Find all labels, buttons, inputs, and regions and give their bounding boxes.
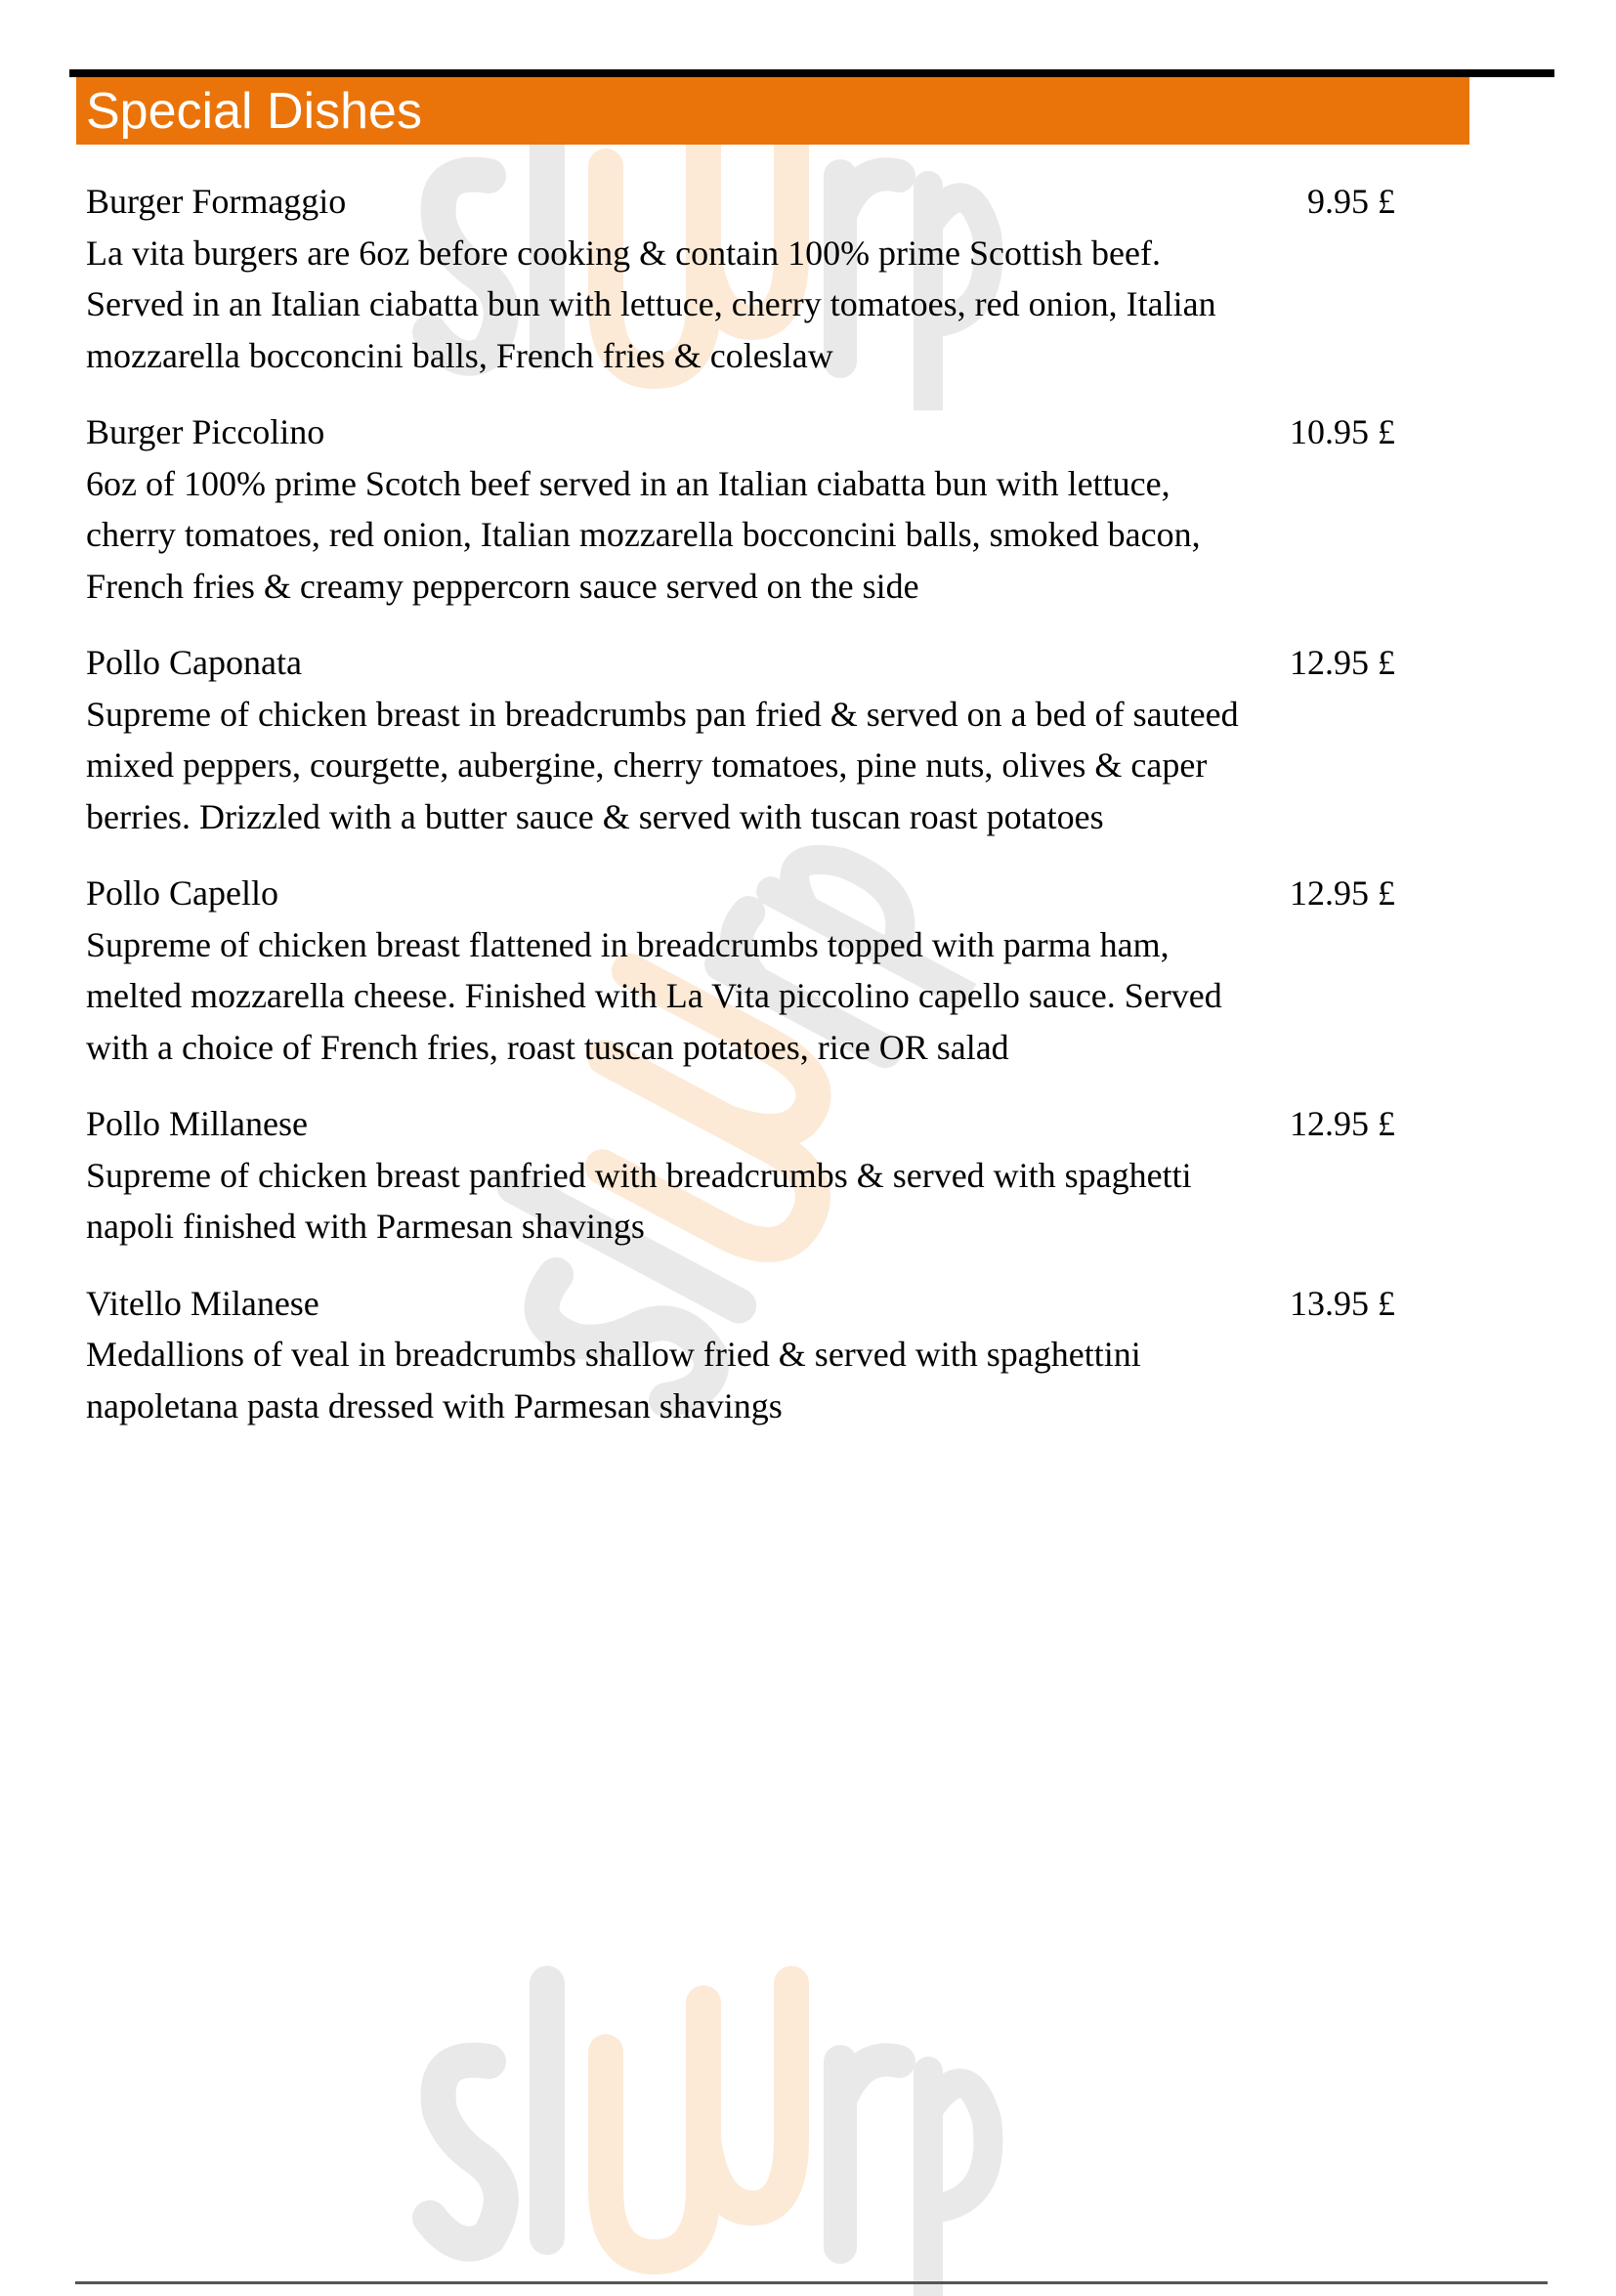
dish-name: Vitello Milanese bbox=[86, 1283, 319, 1323]
menu-item bbox=[86, 1278, 1395, 1432]
menu-item bbox=[86, 868, 1395, 1073]
bottom-rule bbox=[75, 2281, 1548, 2284]
dish-name: Burger Piccolino bbox=[86, 412, 325, 451]
watermark-logo bbox=[410, 1944, 1016, 2296]
dish-description: Supreme of chicken breast in breadcrumbs pan fried & served on a bed of sauteed mixed peppers, courgette, aubergine, cherry tomatoes, pine nuts, olives & caper berries. Drizzled with a butter sauce & served with tuscan roast potatoes bbox=[86, 694, 1239, 836]
dish-name: Pollo Capello bbox=[86, 873, 278, 913]
dish-price: 12.95 £ bbox=[1290, 643, 1395, 682]
dish-text bbox=[86, 637, 1239, 842]
dish-text bbox=[86, 1278, 1239, 1432]
dish-description: La vita burgers are 6oz before cooking & contain 100% prime Scottish beef. Served in an Italian ciabatta bun with lettuce, cherry tomatoes, red onion, Italian mozzarella bocconcini balls, French fries & coleslaw bbox=[86, 233, 1216, 375]
dish-text bbox=[86, 406, 1239, 612]
dish-text bbox=[86, 1098, 1239, 1253]
section-header bbox=[76, 77, 1469, 145]
menu-item bbox=[86, 406, 1395, 612]
dish-description: 6oz of 100% prime Scotch beef served in an Italian ciabatta bun with lettuce, cherry tomatoes, red onion, Italian mozzarella bocconcini balls, smoked bacon, French fries & creamy peppercorn sauce served on the side bbox=[86, 463, 1201, 606]
menu-list bbox=[86, 176, 1395, 1457]
dish-price: 10.95 £ bbox=[1290, 412, 1395, 451]
dish-price: 12.95 £ bbox=[1290, 873, 1395, 913]
dish-name: Burger Formaggio bbox=[86, 182, 347, 221]
dish-price: 9.95 £ bbox=[1307, 182, 1395, 221]
dish-description: Supreme of chicken breast panfried with breadcrumbs & served with spaghetti napoli finished with Parmesan shavings bbox=[86, 1155, 1192, 1246]
dish-description: Medallions of veal in breadcrumbs shallow fried & served with spaghettini napoletana pasta dressed with Parmesan shavings bbox=[86, 1335, 1141, 1425]
menu-item bbox=[86, 176, 1395, 381]
section-title: Special Dishes bbox=[86, 83, 422, 140]
dish-price: 12.95 £ bbox=[1290, 1104, 1395, 1143]
dish-name: Pollo Millanese bbox=[86, 1104, 308, 1143]
top-rule bbox=[69, 69, 1554, 77]
dish-text bbox=[86, 176, 1239, 381]
dish-name: Pollo Caponata bbox=[86, 643, 302, 682]
menu-item bbox=[86, 1098, 1395, 1253]
dish-text bbox=[86, 868, 1239, 1073]
dish-description: Supreme of chicken breast flattened in breadcrumbs topped with parma ham, melted mozzarella cheese. Finished with La Vita piccolino capello sauce. Served with a choice of French fries, roast tuscan potatoes, rice OR salad bbox=[86, 924, 1222, 1067]
dish-price: 13.95 £ bbox=[1290, 1283, 1395, 1323]
menu-item bbox=[86, 637, 1395, 842]
